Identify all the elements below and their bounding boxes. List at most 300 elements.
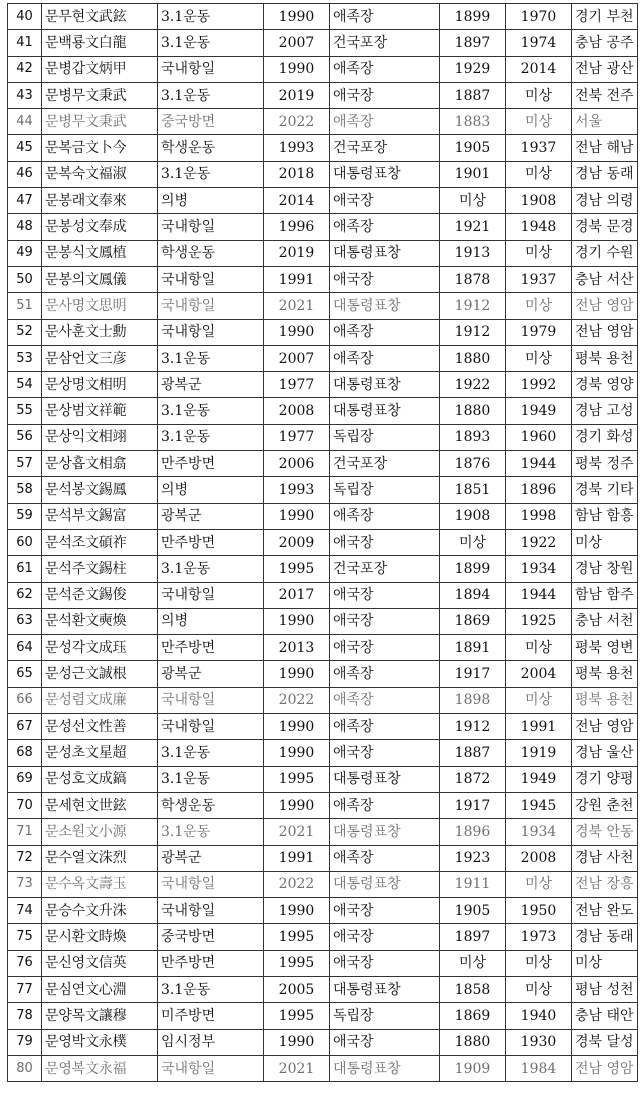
name-cell: 문병무文秉武 bbox=[42, 109, 158, 135]
row-number-cell: 47 bbox=[8, 188, 42, 214]
award-cell: 대통령표창 bbox=[330, 766, 440, 792]
award-year-cell: 2013 bbox=[264, 635, 330, 661]
death-year-cell: 1930 bbox=[506, 1029, 572, 1055]
movement-cell: 3.1운동 bbox=[158, 819, 264, 845]
table-row bbox=[8, 503, 638, 529]
movement-cell: 의병 bbox=[158, 477, 264, 503]
table-row bbox=[8, 188, 638, 214]
death-year-cell: 1922 bbox=[506, 529, 572, 555]
name-cell: 문소원文小源 bbox=[42, 819, 158, 845]
birth-year-cell: 1912 bbox=[440, 319, 506, 345]
row-number-cell: 75 bbox=[8, 924, 42, 950]
region-cell: 경북 기타 bbox=[572, 477, 638, 503]
region-cell: 경남 울산 bbox=[572, 740, 638, 766]
death-year-cell: 미상 bbox=[506, 293, 572, 319]
birth-year-cell: 1887 bbox=[440, 740, 506, 766]
row-number-cell: 79 bbox=[8, 1029, 42, 1055]
award-year-cell: 1990 bbox=[264, 661, 330, 687]
death-year-cell: 1937 bbox=[506, 135, 572, 161]
death-year-cell: 1937 bbox=[506, 266, 572, 292]
name-cell: 문석주文錫柱 bbox=[42, 556, 158, 582]
name-cell: 문복숙文福淑 bbox=[42, 161, 158, 187]
movement-cell: 국내항일 bbox=[158, 1055, 264, 1081]
table-row bbox=[8, 451, 638, 477]
award-cell: 애국장 bbox=[330, 740, 440, 766]
award-year-cell: 2021 bbox=[264, 819, 330, 845]
death-year-cell: 미상 bbox=[506, 161, 572, 187]
movement-cell: 광복군 bbox=[158, 845, 264, 871]
movement-cell: 만주방면 bbox=[158, 635, 264, 661]
birth-year-cell: 1923 bbox=[440, 845, 506, 871]
death-year-cell: 1934 bbox=[506, 819, 572, 845]
award-cell: 애국장 bbox=[330, 635, 440, 661]
award-cell: 애족장 bbox=[330, 214, 440, 240]
row-number-cell: 66 bbox=[8, 687, 42, 713]
table-row bbox=[8, 161, 638, 187]
death-year-cell: 1992 bbox=[506, 372, 572, 398]
row-number-cell: 76 bbox=[8, 950, 42, 976]
table-row bbox=[8, 30, 638, 56]
death-year-cell: 1998 bbox=[506, 503, 572, 529]
birth-year-cell: 1880 bbox=[440, 345, 506, 371]
name-cell: 문병무文秉武 bbox=[42, 82, 158, 108]
death-year-cell: 1948 bbox=[506, 214, 572, 240]
row-number-cell: 68 bbox=[8, 740, 42, 766]
movement-cell: 국내항일 bbox=[158, 687, 264, 713]
region-cell: 전남 완도 bbox=[572, 898, 638, 924]
death-year-cell: 1934 bbox=[506, 556, 572, 582]
table-row bbox=[8, 845, 638, 871]
name-cell: 문승수文升洙 bbox=[42, 898, 158, 924]
death-year-cell: 1944 bbox=[506, 582, 572, 608]
table-row bbox=[8, 714, 638, 740]
award-cell: 애국장 bbox=[330, 1029, 440, 1055]
table-row bbox=[8, 398, 638, 424]
movement-cell: 3.1운동 bbox=[158, 82, 264, 108]
table-body bbox=[8, 4, 638, 1082]
region-cell: 경기 양평 bbox=[572, 766, 638, 792]
award-year-cell: 1990 bbox=[264, 1029, 330, 1055]
award-cell: 애국장 bbox=[330, 82, 440, 108]
movement-cell: 만주방면 bbox=[158, 950, 264, 976]
row-number-cell: 57 bbox=[8, 451, 42, 477]
award-cell: 애족장 bbox=[330, 4, 440, 30]
death-year-cell: 2008 bbox=[506, 845, 572, 871]
award-cell: 애족장 bbox=[330, 503, 440, 529]
row-number-cell: 80 bbox=[8, 1055, 42, 1081]
birth-year-cell: 1921 bbox=[440, 214, 506, 240]
name-cell: 문시환文時煥 bbox=[42, 924, 158, 950]
birth-year-cell: 1899 bbox=[440, 556, 506, 582]
death-year-cell: 1919 bbox=[506, 740, 572, 766]
movement-cell: 3.1운동 bbox=[158, 976, 264, 1002]
award-cell: 애국장 bbox=[330, 582, 440, 608]
award-cell: 애족장 bbox=[330, 687, 440, 713]
name-cell: 문상익文相翊 bbox=[42, 424, 158, 450]
row-number-cell: 48 bbox=[8, 214, 42, 240]
name-cell: 문성호文成鎬 bbox=[42, 766, 158, 792]
award-cell: 애국장 bbox=[330, 898, 440, 924]
movement-cell: 국내항일 bbox=[158, 319, 264, 345]
row-number-cell: 45 bbox=[8, 135, 42, 161]
row-number-cell: 77 bbox=[8, 976, 42, 1002]
award-year-cell: 2018 bbox=[264, 161, 330, 187]
movement-cell: 국내항일 bbox=[158, 56, 264, 82]
award-cell: 애국장 bbox=[330, 950, 440, 976]
table-row bbox=[8, 950, 638, 976]
region-cell: 경북 안동 bbox=[572, 819, 638, 845]
name-cell: 문성렴文成廉 bbox=[42, 687, 158, 713]
region-cell: 경기 화성 bbox=[572, 424, 638, 450]
birth-year-cell: 1908 bbox=[440, 503, 506, 529]
name-cell: 문신영文信英 bbox=[42, 950, 158, 976]
region-cell: 함남 함주 bbox=[572, 582, 638, 608]
region-cell: 충남 서천 bbox=[572, 608, 638, 634]
award-year-cell: 2014 bbox=[264, 188, 330, 214]
region-cell: 경남 사천 bbox=[572, 845, 638, 871]
movement-cell: 중국방면 bbox=[158, 924, 264, 950]
row-number-cell: 70 bbox=[8, 792, 42, 818]
movement-cell: 학생운동 bbox=[158, 240, 264, 266]
name-cell: 문석준文錫俊 bbox=[42, 582, 158, 608]
award-year-cell: 1995 bbox=[264, 950, 330, 976]
independence-merit-table bbox=[7, 3, 638, 1082]
movement-cell: 3.1운동 bbox=[158, 161, 264, 187]
birth-year-cell: 미상 bbox=[440, 188, 506, 214]
table-row bbox=[8, 766, 638, 792]
movement-cell: 3.1운동 bbox=[158, 398, 264, 424]
award-cell: 애국장 bbox=[330, 924, 440, 950]
name-cell: 문상명文相明 bbox=[42, 372, 158, 398]
award-year-cell: 2019 bbox=[264, 240, 330, 266]
region-cell: 경북 문경 bbox=[572, 214, 638, 240]
birth-year-cell: 1909 bbox=[440, 1055, 506, 1081]
row-number-cell: 59 bbox=[8, 503, 42, 529]
birth-year-cell: 미상 bbox=[440, 529, 506, 555]
table-row bbox=[8, 687, 638, 713]
movement-cell: 3.1운동 bbox=[158, 556, 264, 582]
row-number-cell: 53 bbox=[8, 345, 42, 371]
table-row bbox=[8, 529, 638, 555]
birth-year-cell: 1869 bbox=[440, 1003, 506, 1029]
region-cell: 강원 춘천 bbox=[572, 792, 638, 818]
birth-year-cell: 1896 bbox=[440, 819, 506, 845]
name-cell: 문세현文世鉉 bbox=[42, 792, 158, 818]
row-number-cell: 58 bbox=[8, 477, 42, 503]
movement-cell: 3.1운동 bbox=[158, 740, 264, 766]
region-cell: 경남 창원 bbox=[572, 556, 638, 582]
name-cell: 문봉식文鳳植 bbox=[42, 240, 158, 266]
table-row bbox=[8, 898, 638, 924]
row-number-cell: 63 bbox=[8, 608, 42, 634]
birth-year-cell: 1897 bbox=[440, 30, 506, 56]
name-cell: 문봉의文鳳儀 bbox=[42, 266, 158, 292]
birth-year-cell: 1851 bbox=[440, 477, 506, 503]
birth-year-cell: 1917 bbox=[440, 792, 506, 818]
award-year-cell: 1990 bbox=[264, 714, 330, 740]
award-year-cell: 1977 bbox=[264, 424, 330, 450]
award-cell: 독립장 bbox=[330, 424, 440, 450]
award-cell: 애국장 bbox=[330, 529, 440, 555]
region-cell: 평북 용천 bbox=[572, 661, 638, 687]
award-year-cell: 1990 bbox=[264, 56, 330, 82]
award-cell: 애국장 bbox=[330, 266, 440, 292]
table-row bbox=[8, 319, 638, 345]
award-year-cell: 2007 bbox=[264, 30, 330, 56]
movement-cell: 만주방면 bbox=[158, 451, 264, 477]
table-row bbox=[8, 4, 638, 30]
award-cell: 애국장 bbox=[330, 188, 440, 214]
award-cell: 애족장 bbox=[330, 661, 440, 687]
birth-year-cell: 1929 bbox=[440, 56, 506, 82]
name-cell: 문수옥文壽玉 bbox=[42, 871, 158, 897]
award-cell: 대통령표창 bbox=[330, 819, 440, 845]
movement-cell: 의병 bbox=[158, 608, 264, 634]
death-year-cell: 1944 bbox=[506, 451, 572, 477]
death-year-cell: 2004 bbox=[506, 661, 572, 687]
region-cell: 충남 공주 bbox=[572, 30, 638, 56]
name-cell: 문병갑文炳甲 bbox=[42, 56, 158, 82]
birth-year-cell: 1917 bbox=[440, 661, 506, 687]
award-year-cell: 1990 bbox=[264, 792, 330, 818]
region-cell: 전남 광산 bbox=[572, 56, 638, 82]
region-cell: 평북 용천 bbox=[572, 687, 638, 713]
region-cell: 경기 부천 bbox=[572, 4, 638, 30]
birth-year-cell: 1893 bbox=[440, 424, 506, 450]
award-cell: 건국포장 bbox=[330, 451, 440, 477]
row-number-cell: 56 bbox=[8, 424, 42, 450]
movement-cell: 미주방면 bbox=[158, 1003, 264, 1029]
birth-year-cell: 1898 bbox=[440, 687, 506, 713]
death-year-cell: 1949 bbox=[506, 766, 572, 792]
movement-cell: 3.1운동 bbox=[158, 4, 264, 30]
award-year-cell: 2022 bbox=[264, 687, 330, 713]
award-cell: 대통령표창 bbox=[330, 871, 440, 897]
row-number-cell: 54 bbox=[8, 372, 42, 398]
award-year-cell: 1995 bbox=[264, 556, 330, 582]
movement-cell: 학생운동 bbox=[158, 792, 264, 818]
award-year-cell: 1990 bbox=[264, 898, 330, 924]
table-row bbox=[8, 608, 638, 634]
name-cell: 문복금文卜今 bbox=[42, 135, 158, 161]
award-cell: 대통령표창 bbox=[330, 293, 440, 319]
row-number-cell: 71 bbox=[8, 819, 42, 845]
name-cell: 문사명文思明 bbox=[42, 293, 158, 319]
row-number-cell: 55 bbox=[8, 398, 42, 424]
region-cell: 전남 영암 bbox=[572, 293, 638, 319]
birth-year-cell: 1897 bbox=[440, 924, 506, 950]
award-year-cell: 1993 bbox=[264, 477, 330, 503]
award-year-cell: 1990 bbox=[264, 503, 330, 529]
region-cell: 전남 영암 bbox=[572, 1055, 638, 1081]
death-year-cell: 1940 bbox=[506, 1003, 572, 1029]
name-cell: 문수열文洙烈 bbox=[42, 845, 158, 871]
region-cell: 평북 영변 bbox=[572, 635, 638, 661]
death-year-cell: 2014 bbox=[506, 56, 572, 82]
region-cell: 전북 전주 bbox=[572, 82, 638, 108]
name-cell: 문영복文永福 bbox=[42, 1055, 158, 1081]
name-cell: 문석조文碩祚 bbox=[42, 529, 158, 555]
death-year-cell: 1991 bbox=[506, 714, 572, 740]
row-number-cell: 42 bbox=[8, 56, 42, 82]
birth-year-cell: 1872 bbox=[440, 766, 506, 792]
table-row bbox=[8, 424, 638, 450]
award-year-cell: 1991 bbox=[264, 845, 330, 871]
region-cell: 전남 장흥 bbox=[572, 871, 638, 897]
death-year-cell: 미상 bbox=[506, 976, 572, 1002]
award-year-cell: 2019 bbox=[264, 82, 330, 108]
region-cell: 경남 동래 bbox=[572, 924, 638, 950]
row-number-cell: 62 bbox=[8, 582, 42, 608]
birth-year-cell: 1876 bbox=[440, 451, 506, 477]
award-cell: 대통령표창 bbox=[330, 1055, 440, 1081]
region-cell: 충남 태안 bbox=[572, 1003, 638, 1029]
movement-cell: 광복군 bbox=[158, 372, 264, 398]
death-year-cell: 1979 bbox=[506, 319, 572, 345]
table-row bbox=[8, 661, 638, 687]
award-year-cell: 2022 bbox=[264, 109, 330, 135]
death-year-cell: 1970 bbox=[506, 4, 572, 30]
region-cell: 함남 함흥 bbox=[572, 503, 638, 529]
name-cell: 문봉래文奉來 bbox=[42, 188, 158, 214]
award-cell: 애족장 bbox=[330, 792, 440, 818]
row-number-cell: 49 bbox=[8, 240, 42, 266]
movement-cell: 만주방면 bbox=[158, 529, 264, 555]
death-year-cell: 1908 bbox=[506, 188, 572, 214]
death-year-cell: 미상 bbox=[506, 950, 572, 976]
award-cell: 대통령표창 bbox=[330, 240, 440, 266]
table-row bbox=[8, 819, 638, 845]
birth-year-cell: 1901 bbox=[440, 161, 506, 187]
death-year-cell: 미상 bbox=[506, 687, 572, 713]
table-row bbox=[8, 82, 638, 108]
birth-year-cell: 1878 bbox=[440, 266, 506, 292]
table-row bbox=[8, 1003, 638, 1029]
region-cell: 평북 정주 bbox=[572, 451, 638, 477]
table-row bbox=[8, 293, 638, 319]
movement-cell: 국내항일 bbox=[158, 898, 264, 924]
table-row bbox=[8, 266, 638, 292]
award-cell: 건국포장 bbox=[330, 556, 440, 582]
table-row bbox=[8, 976, 638, 1002]
region-cell: 충남 서산 bbox=[572, 266, 638, 292]
region-cell: 미상 bbox=[572, 950, 638, 976]
movement-cell: 국내항일 bbox=[158, 266, 264, 292]
award-cell: 애족장 bbox=[330, 345, 440, 371]
award-year-cell: 2008 bbox=[264, 398, 330, 424]
award-year-cell: 2021 bbox=[264, 293, 330, 319]
movement-cell: 3.1운동 bbox=[158, 30, 264, 56]
death-year-cell: 미상 bbox=[506, 871, 572, 897]
death-year-cell: 미상 bbox=[506, 82, 572, 108]
row-number-cell: 65 bbox=[8, 661, 42, 687]
region-cell: 경북 달성 bbox=[572, 1029, 638, 1055]
award-year-cell: 2009 bbox=[264, 529, 330, 555]
movement-cell: 3.1운동 bbox=[158, 345, 264, 371]
award-year-cell: 1990 bbox=[264, 4, 330, 30]
name-cell: 문양목文讓穆 bbox=[42, 1003, 158, 1029]
award-cell: 대통령표창 bbox=[330, 161, 440, 187]
name-cell: 문사훈文士勳 bbox=[42, 319, 158, 345]
award-year-cell: 2006 bbox=[264, 451, 330, 477]
row-number-cell: 40 bbox=[8, 4, 42, 30]
row-number-cell: 74 bbox=[8, 898, 42, 924]
death-year-cell: 1945 bbox=[506, 792, 572, 818]
table-row bbox=[8, 792, 638, 818]
row-number-cell: 52 bbox=[8, 319, 42, 345]
movement-cell: 국내항일 bbox=[158, 871, 264, 897]
death-year-cell: 미상 bbox=[506, 345, 572, 371]
award-year-cell: 1990 bbox=[264, 319, 330, 345]
name-cell: 문성각文成珏 bbox=[42, 635, 158, 661]
award-year-cell: 1995 bbox=[264, 766, 330, 792]
name-cell: 문상범文祥範 bbox=[42, 398, 158, 424]
name-cell: 문석부文錫富 bbox=[42, 503, 158, 529]
table-row bbox=[8, 109, 638, 135]
award-cell: 대통령표창 bbox=[330, 398, 440, 424]
death-year-cell: 1960 bbox=[506, 424, 572, 450]
name-cell: 문무현文武鉉 bbox=[42, 4, 158, 30]
award-cell: 대통령표창 bbox=[330, 372, 440, 398]
award-cell: 애족장 bbox=[330, 319, 440, 345]
row-number-cell: 41 bbox=[8, 30, 42, 56]
birth-year-cell: 1869 bbox=[440, 608, 506, 634]
table-row bbox=[8, 477, 638, 503]
movement-cell: 국내항일 bbox=[158, 582, 264, 608]
table-row bbox=[8, 240, 638, 266]
award-year-cell: 2022 bbox=[264, 871, 330, 897]
table-row bbox=[8, 582, 638, 608]
award-year-cell: 2007 bbox=[264, 345, 330, 371]
name-cell: 문심연文心淵 bbox=[42, 976, 158, 1002]
birth-year-cell: 1887 bbox=[440, 82, 506, 108]
movement-cell: 임시정부 bbox=[158, 1029, 264, 1055]
table-row bbox=[8, 1055, 638, 1081]
region-cell: 전남 해남 bbox=[572, 135, 638, 161]
region-cell: 평남 성천 bbox=[572, 976, 638, 1002]
birth-year-cell: 1899 bbox=[440, 4, 506, 30]
movement-cell: 국내항일 bbox=[158, 293, 264, 319]
death-year-cell: 1974 bbox=[506, 30, 572, 56]
table-row bbox=[8, 740, 638, 766]
award-year-cell: 1996 bbox=[264, 214, 330, 240]
death-year-cell: 미상 bbox=[506, 240, 572, 266]
row-number-cell: 51 bbox=[8, 293, 42, 319]
birth-year-cell: 1880 bbox=[440, 398, 506, 424]
award-cell: 애족장 bbox=[330, 109, 440, 135]
award-cell: 애족장 bbox=[330, 56, 440, 82]
name-cell: 문성근文誠根 bbox=[42, 661, 158, 687]
row-number-cell: 73 bbox=[8, 871, 42, 897]
birth-year-cell: 1905 bbox=[440, 135, 506, 161]
award-year-cell: 2021 bbox=[264, 1055, 330, 1081]
table-row bbox=[8, 871, 638, 897]
award-year-cell: 1977 bbox=[264, 372, 330, 398]
award-year-cell: 2017 bbox=[264, 582, 330, 608]
movement-cell: 국내항일 bbox=[158, 214, 264, 240]
region-cell: 경기 수원 bbox=[572, 240, 638, 266]
movement-cell: 국내항일 bbox=[158, 714, 264, 740]
movement-cell: 학생운동 bbox=[158, 135, 264, 161]
name-cell: 문영박文永樸 bbox=[42, 1029, 158, 1055]
birth-year-cell: 1905 bbox=[440, 898, 506, 924]
region-cell: 서울 bbox=[572, 109, 638, 135]
name-cell: 문상흡文相翕 bbox=[42, 451, 158, 477]
death-year-cell: 1973 bbox=[506, 924, 572, 950]
award-cell: 건국포장 bbox=[330, 135, 440, 161]
region-cell: 평북 용천 bbox=[572, 345, 638, 371]
award-cell: 독립장 bbox=[330, 1003, 440, 1029]
